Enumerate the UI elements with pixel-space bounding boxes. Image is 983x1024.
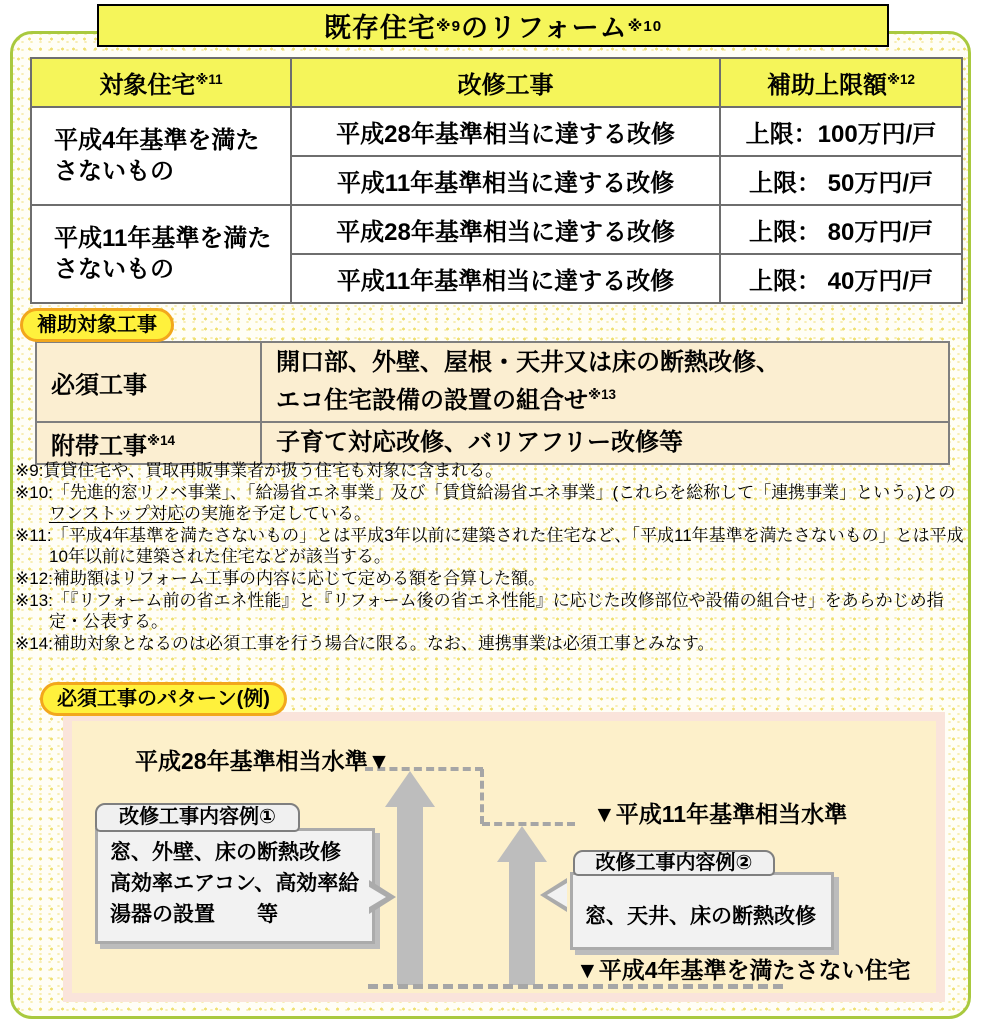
cell-incidental-work-label — [36, 422, 261, 464]
cell-incidental-work-text: 子育て対応改修、バリアフリー改修等 — [261, 422, 949, 464]
cell-limit-r1: 上限：100万円/戸 — [720, 107, 962, 156]
up-arrow-shaft — [397, 805, 423, 985]
footnote-11: ※11:「平成4年基準を満たさないもの」とは平成3年以前に建築された住宅など、「平成11年基準を満たさないもの」とは平成10年以前に建築された住宅などが該当する。 — [15, 526, 964, 566]
footnote-10-underlined: ワンストップ対応 — [49, 504, 184, 523]
cell-work-r4: 平成11年基準相当に達する改修 — [291, 254, 720, 303]
baseline-label-h4: ▼平成4年基準を満たさない住宅 — [576, 957, 911, 983]
callout2-pointer-fill — [547, 883, 567, 907]
footnote-10 — [15, 482, 969, 524]
callout1-line2: 高効率エアコン、高効率給 — [110, 872, 360, 895]
table-row — [36, 342, 949, 422]
header-limit-text: 補助上限額 — [766, 72, 887, 99]
table-row — [36, 422, 949, 464]
required-work-ref-13: ※13 — [588, 387, 617, 402]
cell-limit-r4: 上限： 40万円/戸 — [720, 254, 962, 303]
header-limit-ref: ※12 — [886, 72, 915, 87]
table-row — [31, 107, 962, 156]
page-title — [97, 4, 889, 47]
subsidy-limit-table — [30, 57, 963, 304]
callout2-tab: 改修工事内容例② — [573, 850, 775, 876]
required-work-line1: 開口部、外壁、屋根・天井又は床の断熱改修、 — [276, 349, 780, 376]
header-target-ref: ※11 — [195, 72, 223, 87]
cell-required-work-label: 必須工事 — [36, 342, 261, 422]
work-category-table — [35, 341, 950, 465]
table-header-row — [31, 58, 962, 107]
cell-limit-r2: 上限： 50万円/戸 — [720, 156, 962, 205]
footnote-9: ※9:賃貸住宅や、買取再販事業者が扱う住宅も対象に含まれる。 — [15, 461, 503, 480]
footnote-10-text-end: の実施を予定している。 — [183, 504, 371, 523]
footnotes — [15, 460, 969, 655]
incidental-work-text: 附帯工事 — [51, 432, 147, 460]
level-label-h11: ▼平成11年基準相当水準 — [593, 801, 848, 827]
callout1-line1: 窓、外壁、床の断熱改修 — [110, 841, 341, 864]
title-ref-10: ※10 — [627, 17, 663, 35]
callout1-tab: 改修工事内容例① — [95, 803, 300, 832]
cell-target-h4: 平成4年基準を満たさないもの — [31, 107, 291, 205]
table-row — [31, 205, 962, 254]
cell-required-work-text — [261, 342, 949, 422]
callout1-line3: 湯器の設置 等 — [110, 903, 278, 926]
callout2-text: 窓、天井、床の断熱改修 — [585, 904, 816, 928]
cell-work-r3: 平成28年基準相当に達する改修 — [291, 205, 720, 254]
title-text: 既存住宅 — [323, 13, 436, 43]
header-subsidy-limit — [720, 58, 962, 107]
title-text-2: のリフォーム — [460, 13, 628, 43]
badge-required-work-pattern: 必須工事のパターン(例) — [40, 682, 287, 716]
incidental-work-ref-14: ※14 — [147, 432, 176, 448]
callout1-box — [95, 828, 375, 944]
footnote-13: ※13:「『リフォーム前の省エネ性能』と『リフォーム後の省エネ性能』に応じた改修部位や設備の組合せ」をあらかじめ指定・公表する。 — [15, 591, 944, 631]
callout1-pointer-fill — [366, 885, 386, 909]
footnote-10-text: ※10:「先進的窓リノベ事業」、「給湯省エネ事業」及び「賃貸給湯省エネ事業」(これらを総称して「連携事業」という。)との — [15, 483, 956, 502]
badge-subsidy-target-work: 補助対象工事 — [20, 308, 174, 342]
required-work-pattern-diagram — [63, 712, 945, 1002]
footnote-14: ※14:補助対象となるのは必須工事を行う場合に限る。なお、連携事業は必須工事とみなす。 — [15, 634, 715, 653]
level-label-h28: 平成28年基準相当水準▼ — [135, 748, 391, 774]
header-target-text: 対象住宅 — [99, 72, 196, 99]
up-arrow-shaft — [509, 860, 535, 985]
required-work-line2-text: エコ住宅設備の設置の組合せ — [276, 387, 588, 414]
cell-work-r2: 平成11年基準相当に達する改修 — [291, 156, 720, 205]
required-work-line2 — [276, 379, 940, 417]
up-arrow-icon — [497, 826, 547, 862]
cell-limit-r3: 上限： 80万円/戸 — [720, 205, 962, 254]
title-ref-9: ※9 — [435, 17, 461, 35]
up-arrow-icon — [385, 771, 435, 807]
header-renovation-work: 改修工事 — [291, 58, 720, 107]
header-target-housing — [31, 58, 291, 107]
dashed-line-vertical-step — [480, 769, 484, 824]
cell-work-r1: 平成28年基準相当に達する改修 — [291, 107, 720, 156]
cell-target-h11: 平成11年基準を満たさないもの — [31, 205, 291, 303]
footnote-12: ※12:補助額はリフォーム工事の内容に応じて定める額を合算した額。 — [15, 569, 546, 588]
callout2-box — [570, 872, 834, 950]
